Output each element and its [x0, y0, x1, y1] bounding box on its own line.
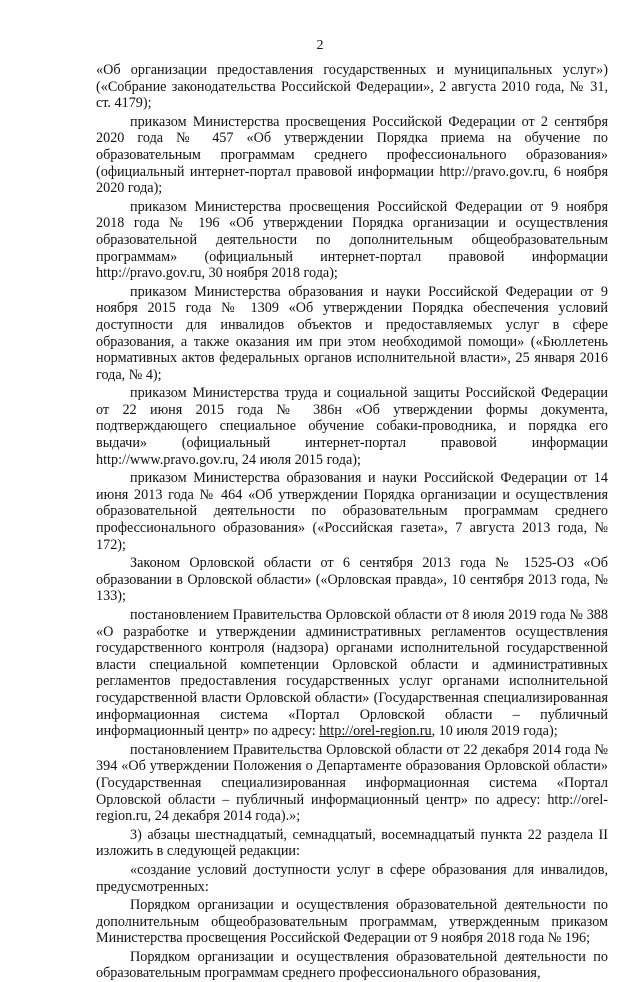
orel-region-link[interactable]: http://orel-region.ru [319, 723, 432, 740]
paragraph-3: приказом Министерства просвещения Российской Федерации от 9 ноября 2018 года № 196 «Об утверждении Порядка организации и осуществления образовательной деятельности по дополнительным общеобразовательным программам» (официальный интернет-портал правовой информации http://pravo.gov.ru, 30 ноября 2018 года); [96, 198, 608, 282]
page-number: 2 [316, 38, 324, 53]
paragraph-1: «Об организации предоставления государственных и муниципальных услуг») («Собрание законодательства Российской Федерации», 2 августа 2010 года, № 31, ст. 4179); [96, 62, 608, 112]
document-body [96, 62, 608, 982]
paragraph-5: приказом Министерства труда и социальной защиты Российской Федерации от 22 июня 2015 года № 386н «Об утверждении формы документа, подтверждающего специальное обучение собаки-проводника, и порядка его выдачи» (официальный интернет-портал правовой информации http://www.pravo.gov.ru, 24 июля 2015 года); [96, 385, 608, 468]
paragraph-8-text: постановлением Правительства Орловской области от 8 июля 2019 года № 388 «О разработке и утверждении административных регламентов осуществления государственного контроля (надзора) органами исполнительной государственной власти специальной компетенции Орловской области и административных регламентов предоставления государственных услуг органами исполнительной государственной власти Орловской области» (Государственная специализированная информационная система «Портал Орловской области – публичный информационный центр» по адресу: [96, 607, 608, 740]
paragraph-13: Порядком организации и осуществления образовательной деятельности по образовательным программам среднего профессионального образования, [96, 948, 608, 982]
paragraph-10: 3) абзацы шестнадцатый, семнадцатый, восемнадцатый пункта 22 раздела II изложить в следующей редакции: [96, 826, 608, 860]
paragraph-6: приказом Министерства образования и науки Российской Федерации от 14 июня 2013 года № 464 «Об утверждении Порядка организации и осуществления образовательной деятельности по образовательным программам среднего профессионального образования» («Российская газета», 7 августа 2013 года, № 172); [96, 470, 608, 553]
paragraph-4: приказом Министерства образования и науки Российской Федерации от 9 ноября 2015 года № 1309 «Об утверждении Порядка обеспечения условий доступности для инвалидов объектов и предоставляемых услуг в сфере образования, а также оказания им при этом необходимой помощи» («Бюллетень нормативных актов федеральных органов исполнительной власти», 25 января 2016 года, № 4); [96, 283, 608, 383]
paragraph-12: Порядком организации и осуществления образовательной деятельности по дополнительным общеобразовательным программам, утвержденным приказом Министерства просвещения Российской Федерации от 9 ноября 2018 года № 196; [96, 897, 608, 947]
paragraph-2: приказом Министерства просвещения Российской Федерации от 2 сентября 2020 года № 457 «Об утверждении Порядка приема на обучение по образовательным программам среднего профессионального образования» (официальный интернет-портал правовой информации http://pravo.gov.ru, 6 ноября 2020 года); [96, 113, 608, 197]
paragraph-11: «создание условий доступности услуг в сфере образования для инвалидов, предусмотренных: [96, 861, 608, 895]
paragraph-9: постановлением Правительства Орловской области от 22 декабря 2014 года № 394 «Об утверждении Положения о Департаменте образования Орловской области» (Государственная специализированная информационная система «Портал Орловской области – публичный информационный центр» по адресу: http://orel-region.ru, 24 декабря 2014 года).»; [96, 741, 608, 825]
paragraph-7: Законом Орловской области от 6 сентября 2013 года № 1525-ОЗ «Об образовании в Орловской области» («Орловская правда», 10 сентября 2013 года, № 133); [96, 555, 608, 605]
paragraph-8-tail: , 10 июля 2019 года); [431, 723, 558, 740]
paragraph-8 [96, 607, 608, 740]
